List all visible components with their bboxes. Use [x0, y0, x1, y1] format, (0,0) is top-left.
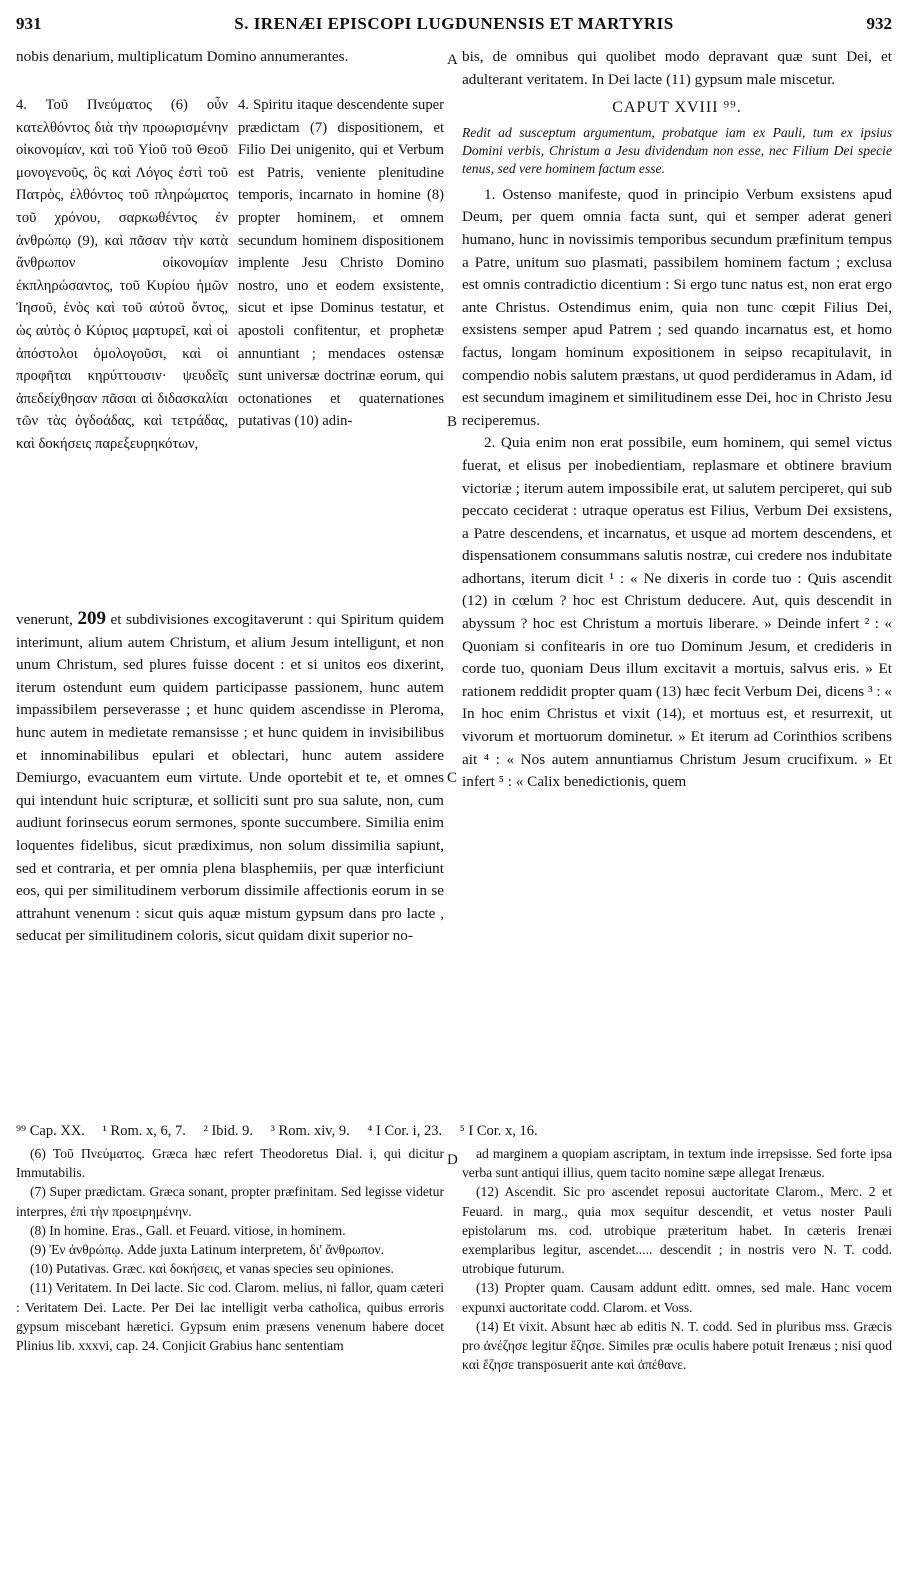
running-title: S. IRENÆI EPISCOPI LUGDUNENSIS ET MARTYRIS: [234, 14, 674, 33]
right-paragraph-2: 2. Quia enim non erat possibile, eum hominem, qui semel victus fuerat, et elisus per inobedientiam, replasmare et obtinere bravium victoriæ ; iterum autem impossibile erat, ut salutem perciperet, qui sub peccato ceciderat : utraque operatus est Filius, Verbum Dei exsistens, a Patre descendens, et incarnatus, et usque ad mortem descendens, et dispensationem consummans salutis nostræ, cui credere nos indubitate adhortans, iterum dicit ¹ : « Ne dixeris in corde tuo : Quis ascendit (12) in cœlum ? hoc est Christum deducere. Aut, quis descendit in abyssum ? hoc est Christum a mortuis liberare. » Deinde infert ² : « Quoniam si confitearis in ore tuo Dominum Jesum, et credideris in corde tuo, quoniam Deus illum excitavit a mortuis, salvus eris. » Et rationem reddidit propter quam (13) hæc fecit Verbum Dei, dicens ³ : « In hoc enim Christus et vixit (14), et mortuus est, et resurrexit, ut vivorum et mortuorum dominetur. » Et iterum ad Corinthios scribens ait ⁴ : « Nos autem annuntiamus Christum Jesum crucifixum. » Et infert ⁵ : « Calix benedictionis, quem: [462, 434, 892, 791]
greek-text: 4. Τοῦ Πνεύματος (6) οὖν κατελθόντος διὰ τὴν προωρισμένην οἰκονομίαν, καὶ τοῦ Υἱοῦ τοῦ Θεοῦ μονογενοῦς, ὃς καὶ Λόγος ἐστὶ τοῦ Πατρὸς, ἐλθόντος τοῦ πληρώματος τοῦ χρόνου, σαρκωθέντος ἐν ἀνθρώπῳ (9), καὶ πᾶσαν τὴν κατὰ ἄνθρωπον οἰκονομίαν ἐκπληρώσαντος, τοῦ Κυρίου ἡμῶν Ἰησοῦ, ἑνὸς καὶ τοῦ αὐτοῦ ὄντος, ὡς αὐτὸς ὁ Κύριος μαρτυρεῖ, καὶ οἱ ἀπόστολοι ὁμολογοῦσι, καὶ οἱ προφῆται κηρύττουσιν· ψευδεῖς ἀπεδείχθησαν πᾶσαι αἱ διδασκαλίαι τῶν τὰς ὀγδοάδας, καὶ τετράδας, καὶ δοκήσεις παρεξευρηκότων,: [16, 97, 228, 452]
footnotes-right: [462, 1144, 892, 1374]
reference-item: ⁹⁹ Cap. XX.: [16, 1123, 85, 1139]
footnote: (10) Putativas. Græc. καὶ δοκήσεις, et vanas species seu opiniones.: [30, 1261, 394, 1277]
margin-letter-d: D: [447, 1152, 458, 1168]
margin-letter-c: C: [447, 770, 458, 786]
margin-letter-b: B: [447, 414, 458, 430]
reference-item: ⁴ I Cor. i, 23.: [367, 1123, 443, 1139]
right-top-text: bis, de omnibus qui quolibet modo depravant quæ sunt Dei, et adulterant veritatem. In Dei lacte (11) gypsum male miscetur.: [462, 48, 892, 88]
left-column-top: [16, 46, 444, 69]
left-column-bottom: [16, 608, 444, 948]
scripture-references: [16, 1123, 892, 1140]
footnotes-left: [16, 1144, 444, 1355]
latin-text: 4. Spiritu itaque descendente super prædictam (7) dispositionem, et Filio Dei unigenito, qui et Verbum est Patris, veniente plenitudine temporis, incarnato in homine (8) propter hominem, et omnem secundum hominem dispositionem implente Jesu Christo Domino nostro, uno et eodem exsistente, sicut et ipse Dominus testatur, et apostoli confitentur, et prophetæ annuntiant ; mendaces ostensæ sunt universæ doctrinæ eorum, qui octonationes et quaternationes putativas (10) adin-: [238, 97, 444, 430]
running-header: [16, 14, 892, 38]
reference-item: ¹ Rom. x, 6, 7.: [102, 1123, 186, 1139]
page-number-right: 932: [866, 14, 892, 33]
footnote: (6) Τοῦ Πνεύματος. Græca hæc refert Theodoretus Dial. i, qui dicitur Immutabilis.: [16, 1146, 444, 1181]
chapter-heading: CAPUT XVIII ⁹⁹.: [612, 99, 742, 117]
left-top-text: nobis denarium, multiplicatum Domino annumerantes.: [16, 48, 349, 65]
footnote: (14) Et vixit. Absunt hæc ab editis N. T. codd. Sed in pluribus mss. Græcis pro ἀνέζησε legitur ἔζησε. Similes præ oculis habere potuit Irenæus ; nisi quod καὶ ἔζησε transposuerit ante καὶ ἀπέθανε.: [462, 1318, 892, 1373]
chapter-summary: Redit ad susceptum argumentum, probatque iam ex Pauli, tum ex ipsius Domini verbis, Christum a Jesu dividendum non esse, nec Filium Dei specie tenus, sed vere hominem factum esse.: [462, 124, 892, 176]
left-bottom-text: [16, 608, 444, 948]
footnote: (13) Propter quam. Causam addunt editt. omnes, sed male. Hanc vocem expunxi auctoritate codd. Clarom. et Voss.: [462, 1280, 892, 1315]
footnote: (12) Ascendit. Sic pro ascendet reposui auctoritate Clarom., Merc. 2 et Feuard. in marg., quia mox sequitur descendit, et vetus noster Pauli epistolarum ms. cod. utrobique præteritum habet. In cæteris Irenæi exemplaribus legitur, ascendet..... descendit ; in nostris vero N. T. codd. utrobique futurum.: [462, 1184, 892, 1277]
page-number-left: 931: [16, 14, 42, 33]
right-column: [462, 46, 892, 794]
left-bottom-start: venerunt,: [16, 611, 73, 628]
reference-item: ³ Rom. xiv, 9.: [270, 1123, 350, 1139]
footnote: (7) Super prædictam. Græca sonant, propter præfinitam. Sed legisse videtur interpres, ἐπὶ τὴν προειρημένην.: [16, 1184, 444, 1219]
footnote: (8) In homine. Eras., Gall. et Feuard. vitiose, in hominem.: [30, 1222, 346, 1238]
reference-item: ⁵ I Cor. x, 16.: [459, 1123, 538, 1139]
margin-letter-a: A: [447, 52, 458, 68]
footnote: ad marginem a quopiam ascriptam, in textum inde irrepsisse. Sed forte ipsa verba sunt antiqui illius, quem tacito nomine sæpe allegat Irenæus.: [462, 1146, 892, 1181]
footnote: (9) Ἐν ἀνθρώπῳ. Adde juxta Latinum interpretem, δι' ἄνθρωπον.: [30, 1242, 385, 1258]
left-bottom-rest: et subdivisiones excogitaverunt : qui Spiritum quidem interimunt, alium autem Christum, et alium Jesum intelligunt, et non unum Christum, sed plures fuisse docent : et si unitos eos dixerint, iterum ostendunt eum quidem participasse passionem, hunc autem impassibilem perseverasse ; et hunc quidem ascendisse in Pleroma, hunc autem in medietate remansisse ; et hunc quidem in invisibilibus et innominabilibus epulari et oblectari, hunc autem assidere Demiurgo, evacuantem eum virtute. Unde oportebit et te, et omnes qui intendunt huic scripturæ, et solliciti sunt pro sua salute, non, cum audiunt forinsecus eorum sermones, sponte succumbere. Similia enim loquentes fidelibus, sicut prædiximus, non solum dissimilia sapiunt, sed et contraria, et per omnia plena blasphemiis, per quæ interficiunt eos, qui per similitudinem verborum dissimile affectionis eorum in se attrahunt venenum : sicut quis aquæ mistum gypsum dans pro lacte , seducat per similitudinem coloris, sicut quidam dixit superior no-: [16, 611, 445, 945]
paragraph-4-parallel: [16, 94, 444, 614]
marginal-number: 209: [77, 608, 106, 629]
footnote: (11) Veritatem. In Dei lacte. Sic cod. Clarom. melius, ni fallor, quam cæteri : Veritatem Dei. Lacte. Per Dei lac intelligit verba catholica, quibus erroris gypsum miscebant hæretici. Gypsum enim præsens venenum habere docet Plinius lib. xxxvi, cap. 24. Conjicit Grabius hanc sententiam: [16, 1280, 444, 1354]
reference-item: ² Ibid. 9.: [203, 1123, 253, 1139]
right-paragraph-1: 1. Ostenso manifeste, quod in principio Verbum exsistens apud Deum, per quem omnia facta sunt, qui et semper aderat generi humano, hunc in novissimis temporibus secundum præfinitum tempus a Patre, unitum suo plasmati, passibilem hominem factum ; exclusa est omnis contradictio dicentium : Si ergo tunc natus est, non erat ergo ante Christus. Ostendimus enim, quia non tunc cœpit Filius Dei, exsistens semper apud Patrem ; sed quando incarnatus est, et homo factus, longam hominum expositionem in seipso recapitulavit, in compendio nobis salutem præstans, ut quod perdideramus in Adam, id est secundum imaginem et similitudinem esse Dei, hoc in Christo Jesu reciperemus.: [462, 185, 892, 429]
